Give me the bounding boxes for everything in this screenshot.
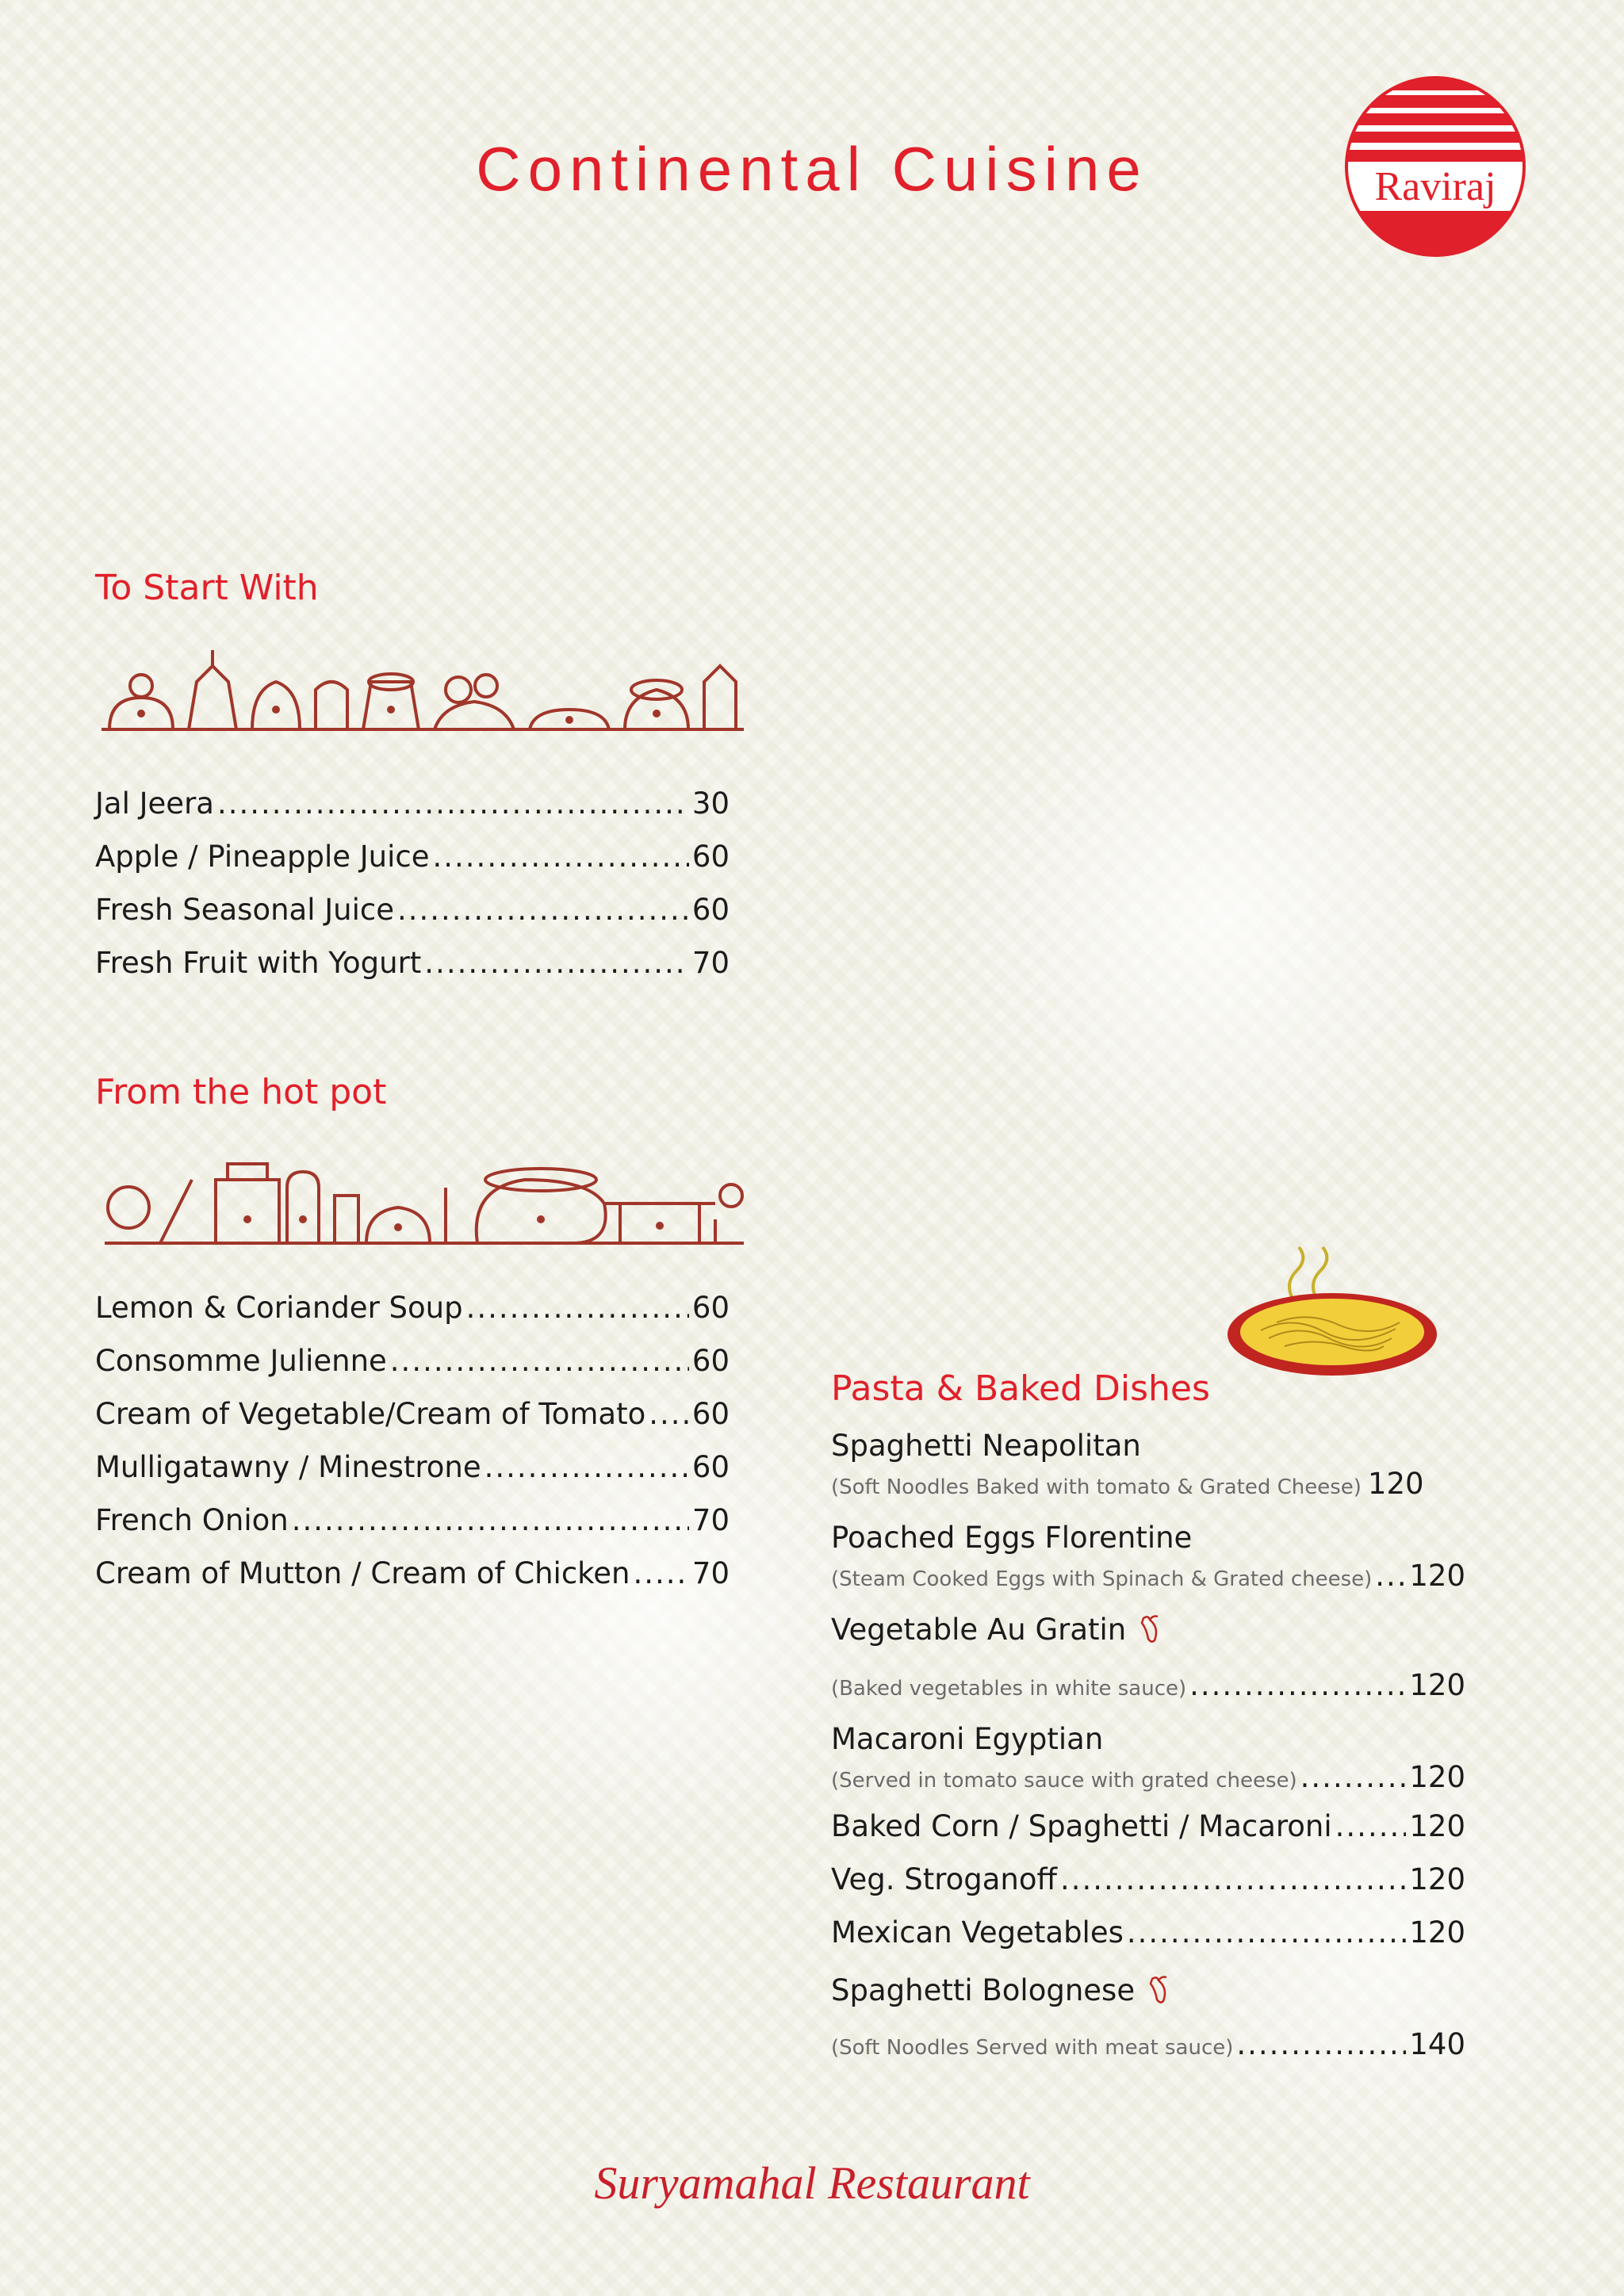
pasta-plate-icon — [1221, 1243, 1443, 1380]
section-heading-start: To Start With — [95, 568, 319, 608]
menu-item — [95, 1450, 730, 1503]
menu-item — [831, 1915, 1465, 1969]
menu-item — [95, 893, 730, 946]
item-description: (Served in tomato sauce with grated cheese) — [831, 1769, 1297, 1793]
item-description: (Baked vegetables in white sauce) — [831, 1677, 1187, 1701]
item-name: Vegetable Au Gratin — [831, 1612, 1127, 1647]
chili-icon — [1137, 1613, 1164, 1645]
item-price: 120 — [1409, 1809, 1465, 1843]
item-price: 70 — [691, 946, 730, 980]
menu-item — [831, 1862, 1465, 1915]
item-price: 70 — [691, 1556, 730, 1590]
page-title: Continental Cuisine — [476, 134, 1148, 204]
item-name: Spaghetti Neapolitan — [831, 1428, 1141, 1463]
item-price: 60 — [691, 1450, 730, 1484]
item-name: Cream of Mutton / Cream of Chicken — [95, 1556, 630, 1590]
item-description: (Soft Noodles Baked with tomato & Grated Cheese) — [831, 1475, 1362, 1499]
menu-item — [831, 1969, 1465, 2072]
raviraj-logo — [1342, 73, 1529, 260]
menu-item — [95, 946, 730, 999]
start-menu-list — [95, 786, 730, 999]
item-price: 120 — [1409, 1559, 1465, 1593]
menu-item — [831, 1516, 1465, 1603]
item-description: (Soft Noodles Served with meat sauce) — [831, 2036, 1234, 2060]
item-name: Macaroni Egyptian — [831, 1721, 1104, 1756]
menu-item — [831, 1717, 1465, 1804]
menu-item — [95, 786, 730, 840]
menu-item — [95, 1503, 730, 1556]
menu-item — [95, 1344, 730, 1397]
section-heading-pasta: Pasta & Baked Dishes — [831, 1368, 1210, 1409]
item-name: Lemon & Coriander Soup — [95, 1291, 463, 1325]
item-name: Fresh Fruit with Yogurt — [95, 946, 422, 980]
item-price: 60 — [691, 840, 730, 874]
item-price: 140 — [1409, 2027, 1465, 2061]
restaurant-name-footer: Suryamahal Restaurant — [594, 2157, 1030, 2209]
pasta-menu-list — [831, 1424, 1465, 2076]
item-name: Consomme Julienne — [95, 1344, 387, 1378]
item-description: (Steam Cooked Eggs with Spinach & Grated cheese) — [831, 1567, 1373, 1591]
item-price: 70 — [691, 1503, 730, 1537]
item-name: Baked Corn / Spaghetti / Macaroni — [831, 1809, 1332, 1843]
item-price: 60 — [691, 893, 730, 927]
item-name: Mulligatawny / Minestrone — [95, 1450, 481, 1484]
item-price: 120 — [1409, 1862, 1465, 1896]
kitchen-illustration — [97, 1132, 752, 1259]
item-price: 120 — [1367, 1467, 1424, 1501]
item-name: French Onion — [95, 1503, 289, 1537]
item-price: 60 — [691, 1291, 730, 1325]
item-price: 120 — [1409, 1915, 1465, 1950]
item-name: Poached Eggs Florentine — [831, 1520, 1193, 1555]
item-price: 30 — [691, 786, 730, 821]
item-name: Apple / Pineapple Juice — [95, 840, 430, 874]
item-name: Fresh Seasonal Juice — [95, 893, 394, 927]
menu-item — [95, 1291, 730, 1344]
item-price: 120 — [1409, 1760, 1465, 1794]
item-price: 60 — [691, 1397, 730, 1431]
section-heading-hotpot: From the hot pot — [95, 1072, 387, 1112]
item-price: 120 — [1409, 1668, 1465, 1702]
item-name: Veg. Stroganoff — [831, 1862, 1057, 1896]
menu-item — [95, 1556, 730, 1609]
tableware-illustration — [94, 634, 752, 745]
item-name: Spaghetti Bolognese — [831, 1973, 1136, 2007]
menu-item — [831, 1809, 1465, 1862]
chili-icon — [1146, 1974, 1173, 2006]
logo-text: Raviraj — [1374, 164, 1496, 209]
item-price: 60 — [691, 1344, 730, 1378]
item-name: Mexican Vegetables — [831, 1915, 1124, 1950]
item-name: Jal Jeera — [95, 786, 214, 821]
menu-item — [831, 1424, 1465, 1511]
item-name: Cream of Vegetable/Cream of Tomato — [95, 1397, 646, 1431]
menu-item — [831, 1608, 1465, 1712]
menu-item — [95, 1397, 730, 1450]
hotpot-menu-list — [95, 1291, 730, 1609]
menu-item — [95, 840, 730, 893]
